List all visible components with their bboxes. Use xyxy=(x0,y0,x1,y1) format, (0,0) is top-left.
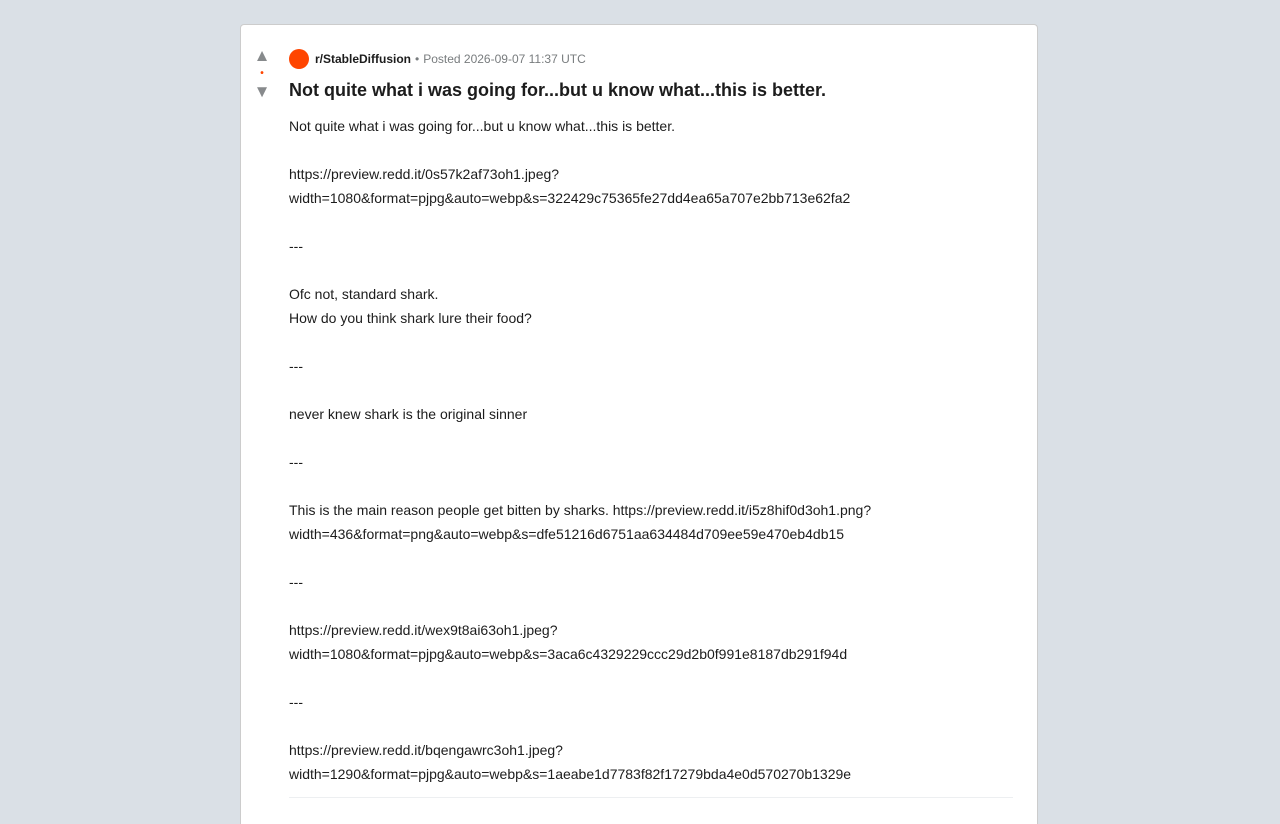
post-paragraph xyxy=(289,570,1013,594)
post-text-line: width=1080&format=pjpg&auto=webp&s=322429c75365fe27dd4ea65a707e2bb713e62fa2 xyxy=(289,190,851,206)
post-paragraph xyxy=(289,234,1013,258)
post-text-line: --- xyxy=(289,238,303,254)
post-title[interactable]: Not quite what i was going for...but u know what...this is better. xyxy=(289,80,827,100)
post-text xyxy=(289,114,1013,786)
upvote-arrow-icon[interactable]: ▲ xyxy=(253,46,271,65)
vote-column xyxy=(249,47,275,101)
post-body xyxy=(289,49,1013,810)
post-text-line: --- xyxy=(289,694,303,710)
post-paragraph xyxy=(289,618,1013,666)
post-paragraph xyxy=(289,162,1013,210)
post-text-line: https://preview.redd.it/0s57k2af73oh1.jpeg? xyxy=(289,166,560,182)
post-text-line: https://preview.redd.it/bqengawrc3oh1.jpeg? xyxy=(289,742,563,758)
post-text-line: width=436&format=png&auto=webp&s=dfe51216d6751aa634484d709ee59e470eb4db15 xyxy=(289,526,845,542)
post-paragraph xyxy=(289,282,1013,330)
post-text-line: width=1290&format=pjpg&auto=webp&s=1aeabe1d7783f82f17279bda4e0d570270b1329e xyxy=(289,766,852,782)
post-text-line: --- xyxy=(289,574,303,590)
post-text-line: How do you think shark lure their food? xyxy=(289,310,532,326)
post-text-line: This is the main reason people get bitten by sharks. https://preview.redd.it/i5z8hif0d3oh1.png? xyxy=(289,502,872,518)
vote-score: • xyxy=(260,68,264,79)
post-meta xyxy=(289,49,1013,69)
post-text-line: https://preview.redd.it/wex9t8ai63oh1.jpeg? xyxy=(289,622,558,638)
post-paragraph xyxy=(289,354,1013,378)
post-paragraph xyxy=(289,402,1013,426)
subreddit-link[interactable]: r/StableDiffusion xyxy=(315,52,412,66)
post-timestamp: Posted 2026-09-07 11:37 UTC xyxy=(423,52,586,66)
post-card xyxy=(240,24,1038,824)
post-text-line: Ofc not, standard shark. xyxy=(289,286,439,302)
post-text-line: --- xyxy=(289,454,303,470)
meta-separator: • xyxy=(415,52,420,66)
post-text-line: never knew shark is the original sinner xyxy=(289,406,528,422)
post-paragraph xyxy=(289,690,1013,714)
downvote-arrow-icon[interactable]: ▼ xyxy=(253,82,271,101)
post-text-line: --- xyxy=(289,358,303,374)
post-paragraph xyxy=(289,738,1013,786)
post-paragraph xyxy=(289,450,1013,474)
post-text-line: Not quite what i was going for...but u know what...this is better. xyxy=(289,118,675,134)
post-footer-divider xyxy=(289,797,1013,798)
post-paragraph xyxy=(289,498,1013,546)
subreddit-avatar-icon[interactable] xyxy=(289,49,309,69)
post-paragraph xyxy=(289,114,1013,138)
post-text-line: width=1080&format=pjpg&auto=webp&s=3aca6c4329229ccc29d2b0f991e8187db291f94d xyxy=(289,646,848,662)
